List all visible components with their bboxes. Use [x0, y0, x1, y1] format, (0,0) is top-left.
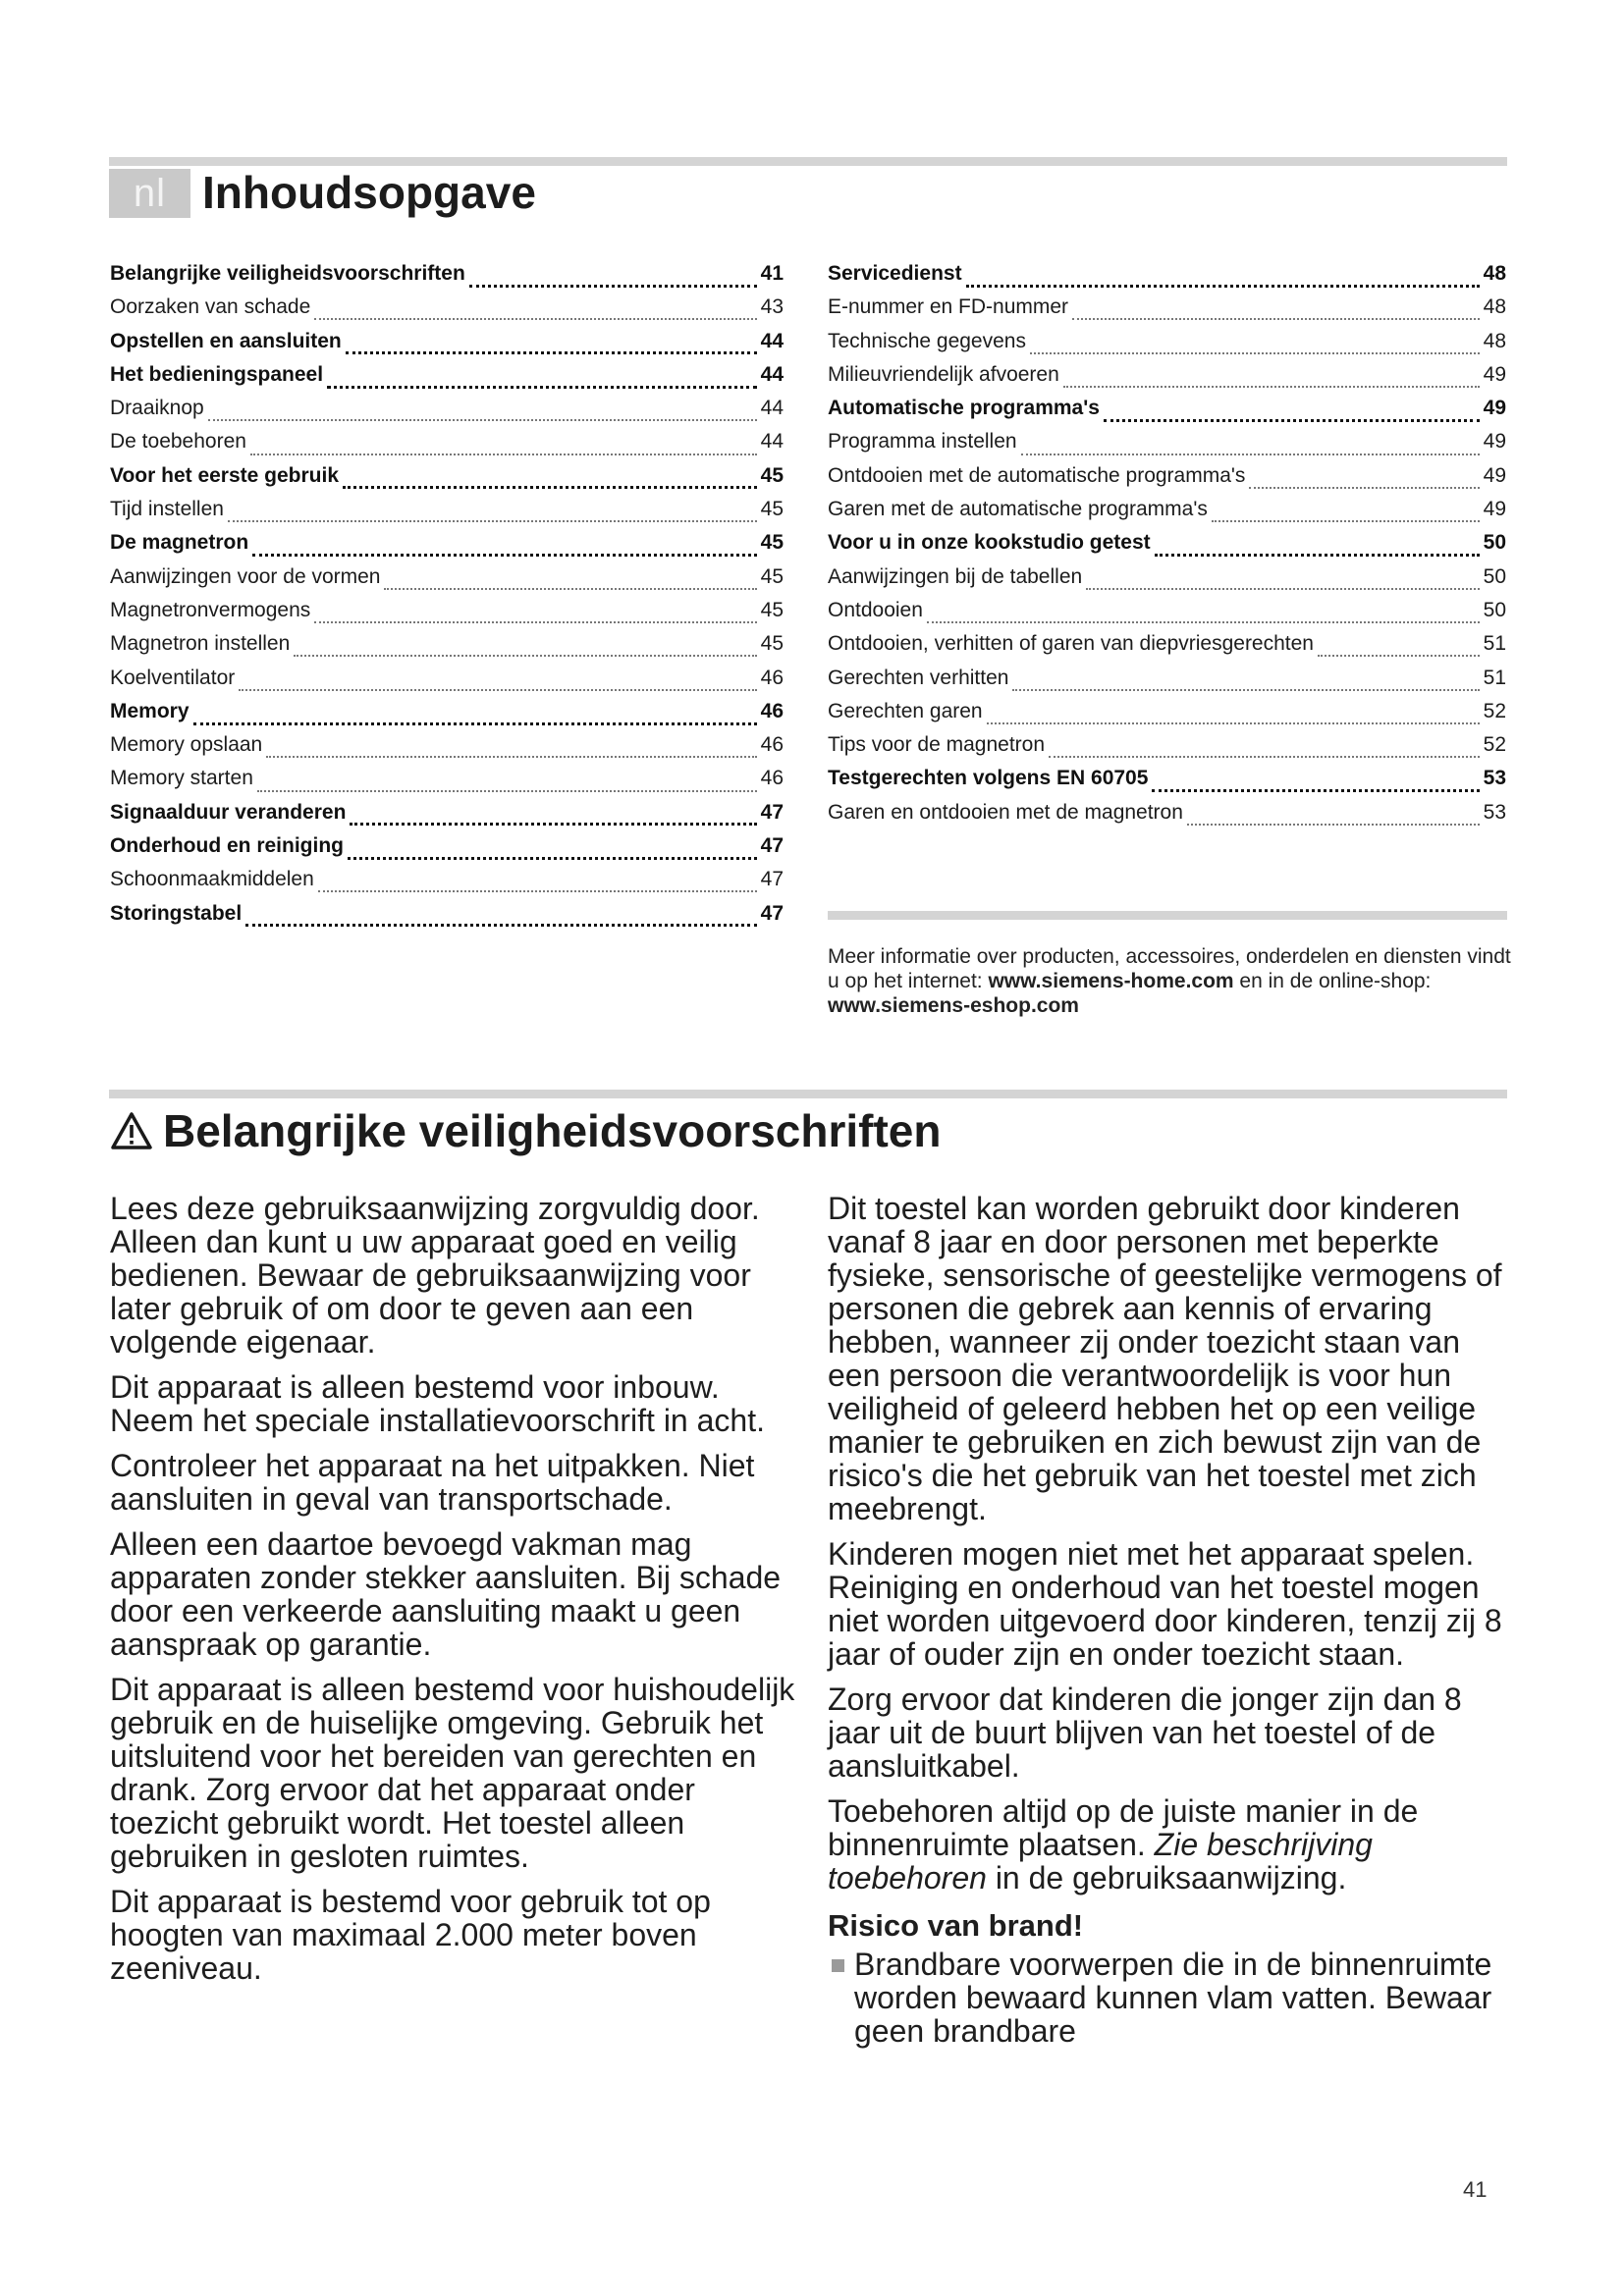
toc-leader-dots	[1104, 396, 1480, 422]
toc-entry[interactable]	[110, 796, 784, 829]
toc-entry-page: 47	[760, 901, 784, 925]
safety-paragraph: Dit toestel kan worden gebruikt door kinderen vanaf 8 jaar en door personen met beperkte fysieke, sensorische of geestelijke vermogens of personen die gebrek aan kennis of ervaring hebben, wanneer zij onder toezicht staan van een persoon die verantwoordelijk is voor hun veiligheid of geleerd hebben het op een veilige manier te gebruiken en zich bewust zijn van de risico's die het gebruik van het toestel met zich meebrengt.	[828, 1191, 1502, 1526]
toc-entry[interactable]	[110, 325, 784, 358]
toc-entry-page: 44	[760, 397, 784, 420]
toc-leader-dots	[343, 462, 757, 489]
online-info	[828, 944, 1515, 1018]
toc-entry-page: 49	[1483, 463, 1506, 487]
toc-entry-label: Memory opslaan	[110, 733, 263, 757]
toc-entry-label: Garen met de automatische programma's	[828, 498, 1208, 521]
eshop-link[interactable]: www.siemens-eshop.com	[828, 994, 1079, 1017]
toc-entry-label: Aanwijzingen voor de vormen	[110, 564, 381, 588]
toc-entry-page: 51	[1483, 666, 1506, 689]
toc-entry-label: Milieuvriendelijk afvoeren	[828, 362, 1059, 386]
toc-leader-dots	[1155, 530, 1480, 557]
toc-leader-dots	[245, 900, 756, 927]
toc-entry[interactable]	[828, 459, 1506, 493]
toc-entry[interactable]	[110, 662, 784, 695]
toc-entry-label: Gerechten verhitten	[828, 666, 1009, 689]
safety-heading	[110, 1101, 941, 1160]
toc-entry[interactable]	[828, 594, 1506, 627]
toc-entry-page: 46	[760, 666, 784, 689]
toc-entry[interactable]	[110, 897, 784, 931]
safety-divider	[109, 1090, 1507, 1098]
toc-entry-page: 48	[1483, 329, 1506, 352]
toc-entry-label: Servicedienst	[828, 262, 962, 285]
toc-entry-page: 46	[760, 699, 784, 722]
toc-entry-page: 50	[1483, 564, 1506, 588]
toc-leader-dots	[1318, 631, 1480, 657]
toc-leader-dots	[1086, 564, 1479, 590]
toc-entry-page: 53	[1483, 800, 1506, 824]
toc-leader-dots	[350, 799, 756, 826]
toc-entry-page: 49	[1483, 498, 1506, 521]
toc-entry-label: Signaalduur veranderen	[110, 800, 347, 824]
toc-entry-label: Magnetron instellen	[110, 632, 291, 656]
toc-entry-label: Onderhoud en reiniging	[110, 834, 344, 858]
fire-risk-text: Brandbare voorwerpen die in de binnenruimte worden bewaard kunnen vlam vatten. Bewaar geen brandbare	[854, 1947, 1492, 2049]
toc-leader-dots	[346, 328, 757, 354]
toc-entry-page: 45	[760, 531, 784, 555]
toc-entry-page: 51	[1483, 632, 1506, 656]
safety-paragraph: Dit apparaat is alleen bestemd voor huishoudelijk gebruik en de huiselijke omgeving. Gebruik het uitsluitend voor het bereiden van gerechten en drank. Zorg ervoor dat het apparaat onder toezicht gebruikt wordt. Het toestel alleen gebruiken in gesloten ruimtes.	[110, 1672, 795, 1874]
toc-leader-dots	[348, 833, 757, 860]
toc-entry[interactable]	[110, 358, 784, 392]
toc-entry-label: Koelventilator	[110, 666, 236, 689]
toc-entry-label: De toebehoren	[110, 430, 246, 454]
toc-leader-dots	[250, 430, 757, 455]
safety-paragraph: Dit apparaat is alleen bestemd voor inbouw. Neem het speciale installatievoorschrift in acht.	[110, 1369, 765, 1438]
toc-entry[interactable]	[828, 358, 1506, 392]
accessory-text-2: in de gebruiksaanwijzing.	[986, 1860, 1347, 1896]
toc-leader-dots	[266, 732, 756, 758]
toc-entry-page: 44	[760, 430, 784, 454]
toc-entry[interactable]	[110, 762, 784, 795]
toc-leader-dots	[1030, 329, 1480, 354]
toc-entry[interactable]	[828, 325, 1506, 358]
toc-entry-page: 48	[1483, 262, 1506, 285]
toc-entry[interactable]	[110, 863, 784, 896]
toc-entry-label: Ontdooien	[828, 598, 923, 621]
page-number: 41	[1463, 2177, 1488, 2202]
safety-paragraph: Controleer het apparaat na het uitpakken. Niet aansluiten in geval van transportschade.	[110, 1448, 755, 1517]
toc-leader-dots	[469, 261, 757, 288]
toc-leader-dots	[327, 362, 757, 389]
toc-leader-dots	[1072, 294, 1480, 320]
toc-leader-dots	[318, 867, 757, 892]
toc-entry-label: Programma instellen	[828, 430, 1017, 454]
safety-left-column	[110, 1192, 797, 1997]
toc-leader-dots	[987, 699, 1480, 724]
toc-entry[interactable]	[828, 257, 1506, 291]
toc-entry-label: Storingstabel	[110, 901, 243, 925]
toc-entry[interactable]	[828, 392, 1506, 425]
toc-entry-label: Ontdooien met de automatische programma's	[828, 463, 1246, 487]
toc-entry-page: 47	[760, 800, 784, 824]
toc-entry-page: 46	[760, 733, 784, 757]
toc-entry-label: Draaiknop	[110, 397, 204, 420]
toc-entry-page: 49	[1483, 430, 1506, 454]
toc-leader-dots	[927, 598, 1480, 623]
toc-entry-label: E-nummer en FD-nummer	[828, 295, 1069, 319]
toc-entry[interactable]	[828, 425, 1506, 458]
toc-entry-page: 50	[1483, 598, 1506, 621]
toc-entry-page: 49	[1483, 362, 1506, 386]
info-divider	[828, 911, 1507, 920]
toc-leader-dots	[193, 699, 757, 725]
toc-leader-dots	[252, 530, 756, 557]
toc-entry[interactable]	[110, 392, 784, 425]
toc-entry[interactable]	[110, 257, 784, 291]
safety-paragraph: Dit apparaat is bestemd voor gebruik tot op hoogten van maximaal 2.000 meter boven zeeniveau.	[110, 1884, 711, 1986]
toc-left-column	[110, 257, 784, 931]
toc-leader-dots	[1249, 463, 1479, 489]
toc-entry-label: Tips voor de magnetron	[828, 733, 1046, 757]
toc-entry-label: De magnetron	[110, 531, 249, 555]
toc-entry[interactable]	[828, 796, 1506, 829]
toc-entry-page: 47	[760, 868, 784, 891]
toc-entry-label: Voor u in onze kookstudio getest	[828, 531, 1151, 555]
toc-entry[interactable]	[110, 459, 784, 493]
safety-paragraph: Alleen een daartoe bevoegd vakman mag apparaten zonder stekker aansluiten. Bij schade door een verkeerde aansluiting maakt u geen aanspraak op garantie.	[110, 1526, 782, 1662]
bullet-square-icon	[832, 1959, 844, 1972]
toc-entry-page: 45	[760, 498, 784, 521]
language-badge: nl	[109, 169, 190, 218]
safety-title: Belangrijke veiligheidsvoorschriften	[163, 1105, 942, 1156]
safety-paragraph: Kinderen mogen niet met het apparaat spelen. Reiniging en onderhoud van het toestel mogen niet worden uitgevoerd door kinderen, tenzij zij 8 jaar of ouder zijn en onder toezicht staan.	[828, 1536, 1502, 1672]
toc-entry-label: Belangrijke veiligheidsvoorschriften	[110, 262, 465, 285]
toc-entry-page: 46	[760, 767, 784, 790]
toc-entry-label: Oorzaken van schade	[110, 295, 311, 319]
toc-entry-page: 44	[760, 329, 784, 352]
toc-entry[interactable]	[110, 561, 784, 594]
toc-entry-label: Opstellen en aansluiten	[110, 329, 342, 352]
toc-entry-label: Memory starten	[110, 767, 253, 790]
toc-entry[interactable]	[828, 695, 1506, 728]
toc-entry-page: 50	[1483, 531, 1506, 555]
toc-entry-label: Technische gegevens	[828, 329, 1026, 352]
accessory-reference: Zie beschrijving toebehoren	[828, 1827, 1373, 1896]
toc-entry-page: 44	[760, 362, 784, 386]
home-link[interactable]: www.siemens-home.com	[988, 970, 1234, 992]
toc-leader-dots	[208, 396, 757, 421]
toc-leader-dots	[314, 294, 756, 320]
toc-entry-label: Het bedieningspaneel	[110, 362, 324, 386]
accessory-paragraph	[828, 1794, 1515, 1895]
toc-entry-label: Magnetronvermogens	[110, 598, 311, 621]
toc-entry[interactable]	[110, 829, 784, 863]
toc-entry-page: 45	[760, 463, 784, 487]
toc-leader-dots	[1063, 362, 1480, 388]
toc-entry[interactable]	[828, 526, 1506, 560]
toc-entry[interactable]	[110, 627, 784, 661]
toc-leader-dots	[1012, 666, 1479, 691]
toc-entry[interactable]	[828, 762, 1506, 795]
accessory-text: Toebehoren altijd op de juiste manier in de binnenruimte plaatsen.	[828, 1793, 1419, 1862]
toc-right-column	[828, 257, 1506, 829]
toc-entry[interactable]	[110, 493, 784, 526]
toc-leader-dots	[1021, 430, 1480, 455]
toc-entry[interactable]	[110, 425, 784, 458]
toc-entry-page: 52	[1483, 733, 1506, 757]
safety-right-column	[828, 1192, 1515, 2048]
toc-entry-label: Aanwijzingen bij de tabellen	[828, 564, 1083, 588]
toc-entry-label: Memory	[110, 699, 189, 722]
toc-leader-dots	[294, 631, 756, 657]
toc-entry-page: 53	[1483, 767, 1506, 790]
safety-paragraph: Zorg ervoor dat kinderen die jonger zijn dan 8 jaar uit de buurt blijven van het toestel of de aansluitkabel.	[828, 1682, 1462, 1784]
toc-entry-label: Garen en ontdooien met de magnetron	[828, 800, 1183, 824]
info-text-2: en in de online-shop:	[1233, 970, 1432, 992]
warning-triangle-icon	[110, 1111, 153, 1150]
toc-leader-dots	[1152, 766, 1479, 792]
toc-entry-label: Schoonmaakmiddelen	[110, 868, 314, 891]
toc-entry-page: 43	[760, 295, 784, 319]
toc-entry[interactable]	[828, 627, 1506, 661]
toc-entry-page: 47	[760, 834, 784, 858]
toc-entry-label: Ontdooien, verhitten of garen van diepvriesgerechten	[828, 632, 1314, 656]
toc-leader-dots	[257, 767, 757, 792]
toc-leader-dots	[314, 598, 756, 623]
toc-entry-page: 45	[760, 598, 784, 621]
fire-risk-bullet	[828, 1948, 1515, 2048]
toc-entry-page: 52	[1483, 699, 1506, 722]
toc-title: Inhoudsopgave	[202, 167, 536, 218]
toc-entry-label: Automatische programma's	[828, 397, 1100, 420]
toc-entry-page: 49	[1483, 397, 1506, 420]
toc-entry-page: 48	[1483, 295, 1506, 319]
toc-entry[interactable]	[828, 728, 1506, 762]
toc-entry-label: Testgerechten volgens EN 60705	[828, 767, 1149, 790]
toc-entry[interactable]	[828, 561, 1506, 594]
toc-entry[interactable]	[828, 493, 1506, 526]
toc-entry-label: Voor het eerste gebruik	[110, 463, 340, 487]
toc-leader-dots	[1212, 497, 1480, 522]
toc-leader-dots	[966, 261, 1480, 288]
toc-entry-page: 41	[760, 262, 784, 285]
toc-leader-dots	[1049, 732, 1480, 758]
toc-entry-label: Gerechten garen	[828, 699, 983, 722]
info-text: Meer informatie over producten, accessoires, onderdelen en diensten vindt u op het internet:	[828, 945, 1511, 992]
toc-leader-dots	[384, 564, 756, 590]
toc-entry[interactable]	[110, 526, 784, 560]
toc-entry[interactable]	[828, 291, 1506, 324]
toc-leader-dots	[228, 497, 757, 522]
toc-entry[interactable]	[110, 695, 784, 728]
fire-risk-heading: Risico van brand!	[828, 1908, 1084, 1943]
toc-entry-page: 45	[760, 632, 784, 656]
toc-entry[interactable]	[828, 662, 1506, 695]
toc-leader-dots	[1187, 800, 1480, 826]
toc-entry-page: 45	[760, 564, 784, 588]
toc-entry[interactable]	[110, 594, 784, 627]
toc-entry-label: Tijd instellen	[110, 498, 224, 521]
toc-leader-dots	[239, 666, 756, 691]
toc-entry[interactable]	[110, 728, 784, 762]
toc-entry[interactable]	[110, 291, 784, 324]
safety-paragraph: Lees deze gebruiksaanwijzing zorgvuldig door. Alleen dan kunt u uw apparaat goed en veilig bedienen. Bewaar de gebruiksaanwijzing voor later gebruik of om door te geven aan een volgende eigenaar.	[110, 1191, 760, 1360]
